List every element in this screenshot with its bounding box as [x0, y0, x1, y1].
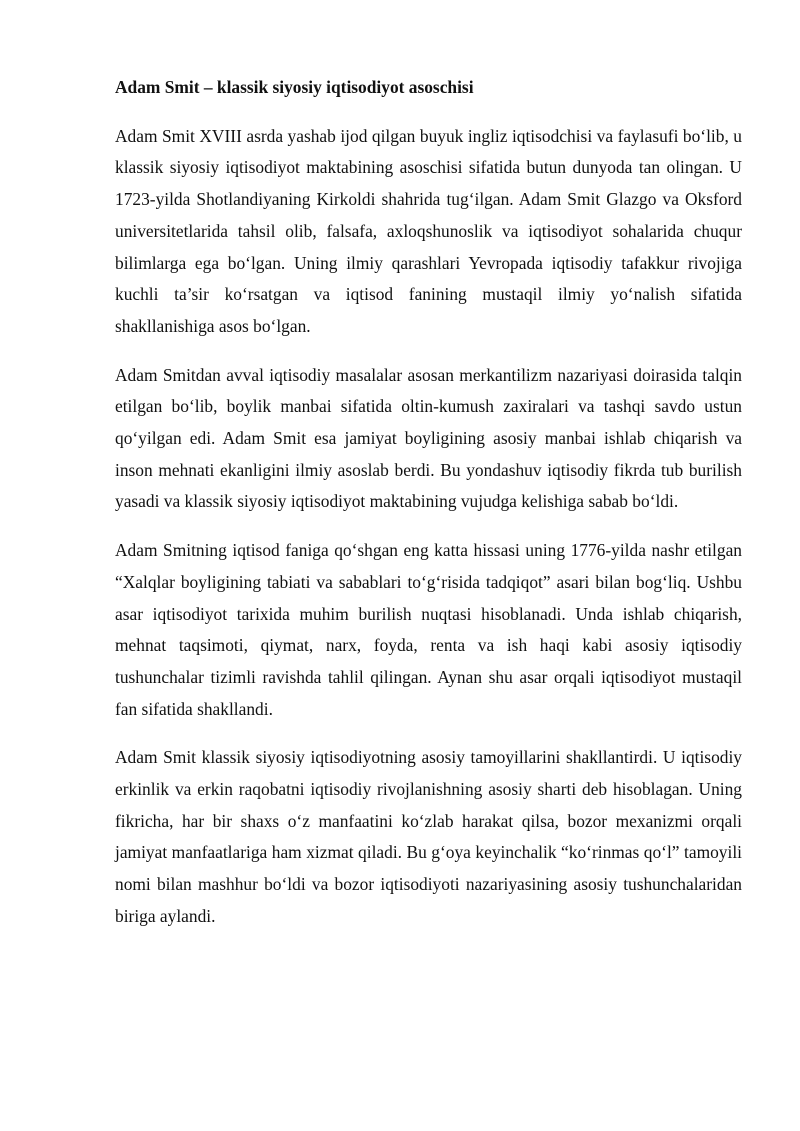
document-body	[115, 72, 742, 950]
paragraph-2: Adam Smitdan avval iqtisodiy masalalar asosan merkantilizm nazariyasi doirasida talqin etilgan bo‘lib, boylik manbai sifatida oltin-kumush zaxiralari va tashqi savdo ustun qo‘yilgan edi. Adam Smit esa jamiyat boyligining asosiy manbai ishlab chiqarish va inson mehnati ekanligini ilmiy asoslab berdi. Bu yondashuv iqtisodiy fikrda tub burilish yasadi va klassik siyosiy iqtisodiyot maktabining vujudga kelishiga sabab bo‘ldi.	[115, 364, 742, 512]
document-title: Adam Smit – klassik siyosiy iqtisodiyot asoschisi	[115, 77, 474, 97]
paragraph-1: Adam Smit XVIII asrda yashab ijod qilgan buyuk ingliz iqtisodchisi va faylasufi bo‘lib, u klassik siyosiy iqtisodiyot maktabining asoschisi sifatida butun dunyoda tan olingan. U 1723-yilda Shotlandiyaning Kirkoldi shahrida tug‘ilgan. Adam Smit Glazgo va Oksford universitetlarida tahsil olib, falsafa, axloqshunoslik va iqtisodiyot sohalarida chuqur bilimlarga ega bo‘lgan. Uning ilmiy qarashlari Yevropada iqtisodiy tafakkur rivojiga kuchli ta’sir ko‘rsatgan va iqtisod fanining mustaqil ilmiy yo‘nalish sifatida shakllanishiga asos bo‘lgan.	[115, 125, 742, 336]
paragraph-4: Adam Smit klassik siyosiy iqtisodiyotning asosiy tamoyillarini shakllantirdi. U iqtisodiy erkinlik va erkin raqobatni iqtisodiy rivojlanishning asosiy sharti deb hisoblagan. Uning fikricha, har bir shaxs o‘z manfaatini ko‘zlab harakat qilsa, bozor mexanizmi orqali jamiyat manfaatlariga ham xizmat qiladi. Bu g‘oya keyinchalik “ko‘rinmas qo‘l” tamoyili nomi bilan mashhur bo‘ldi va bozor iqtisodiyoti nazariyasining asosiy tushunchalaridan biriga aylandi.	[115, 747, 742, 926]
paragraph-3: Adam Smitning iqtisod faniga qo‘shgan eng katta hissasi uning 1776-yilda nashr etilgan “Xalqlar boyligining tabiati va sabablari to‘g‘risida tadqiqot” asari bilan bog‘liq. Ushbu asar iqtisodiyot tarixida muhim burilish nuqtasi hisoblanadi. Unda ishlab chiqarish, mehnat taqsimoti, qiymat, narx, foyda, renta va ish haqi kabi asosiy iqtisodiy tushunchalar tizimli ravishda tahlil qilingan. Aynan shu asar orqali iqtisodiyot mustaqil fan sifatida shakllandi.	[115, 540, 742, 719]
